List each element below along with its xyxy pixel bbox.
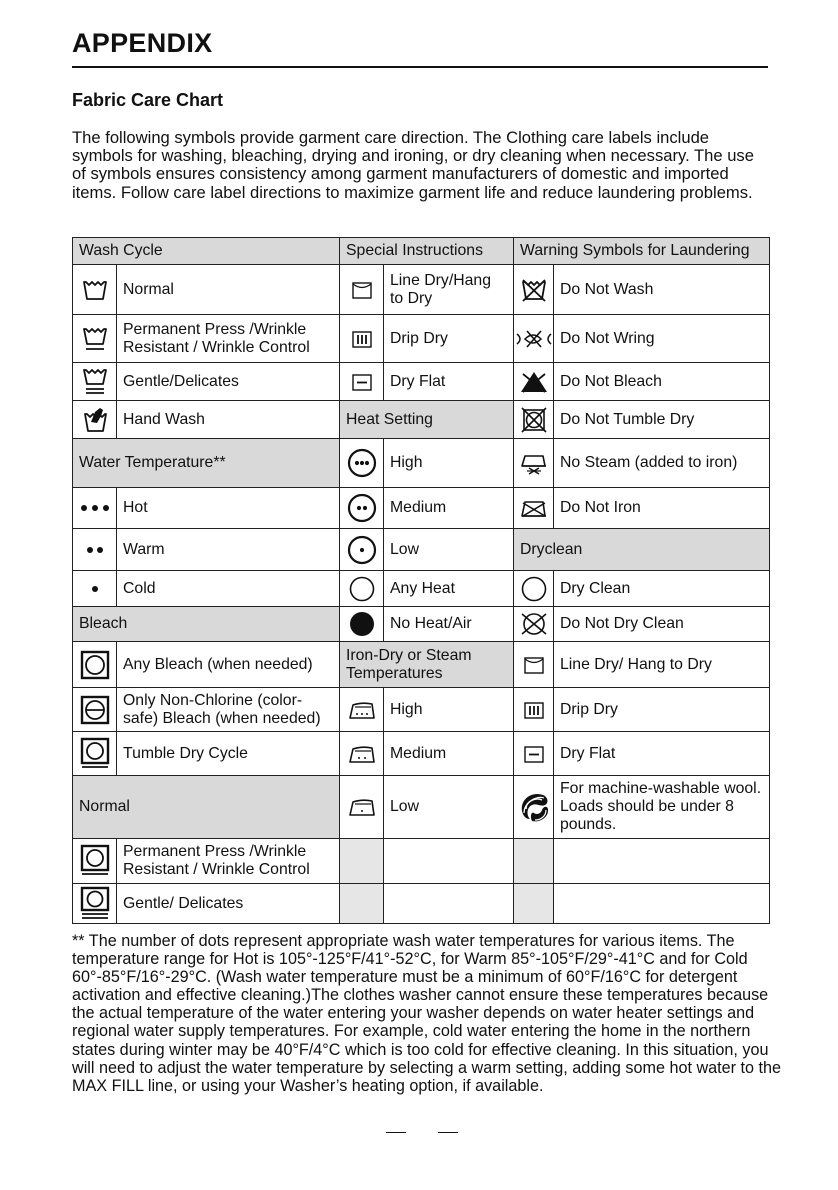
empty-cell: [514, 884, 554, 924]
normal-permanent-press-label: Permanent Press /Wrinkle Resistant / Wrinkle Control: [117, 839, 340, 884]
drip-dry-icon: [340, 315, 384, 363]
any-heat-icon: [340, 571, 384, 607]
wash-normal-label: Normal: [117, 265, 340, 315]
water-temperature-header: Water Temperature**: [73, 439, 340, 488]
tumble-dry-cycle-icon: [73, 732, 117, 776]
drip-dry-dc-label: Drip Dry: [554, 688, 770, 732]
iron-temperatures-header: Iron-Dry or Steam Temperatures: [340, 642, 514, 688]
section-title: Fabric Care Chart: [72, 90, 224, 110]
temperature-footnote: ** The number of dots represent appropriate wash water temperatures for various items. The temperature range for Hot is 105°-125°F/41°-52°C, for Warm 85°-105°F/29°-41°C and for Cold 60°-85°F/16°-29°C. (Wash water temperature must be a minimum of 60°F/16°C for detergent activation and effective cleaning.)The clothes washer cannot ensure these temperatures because the actual temperature of the water entering your washer depends on water heater settings and regional water supply temperatures. For example, cold water entering the home in the northern states during winter may be 40°F/4°C which is too cold for effective cleaning. In this situation, you will need to adjust the water temperature by selecting a warm setting, adding some hot water to the MAX FILL line, or using your Washer’s heating option, if available.: [72, 932, 782, 1095]
do-not-iron-icon: [514, 488, 554, 529]
empty-cell: [514, 839, 554, 884]
iron-low-label: Low: [384, 776, 514, 839]
no-steam-label: No Steam (added to iron): [554, 439, 770, 488]
do-not-tumble-dry-label: Do Not Tumble Dry: [554, 401, 770, 439]
dry-flat-dc-icon: [514, 732, 554, 776]
normal-gentle-label: Gentle/ Delicates: [117, 884, 340, 924]
non-chlorine-bleach-icon: [73, 688, 117, 732]
normal-permanent-press-icon: [73, 839, 117, 884]
no-heat-icon: [340, 607, 384, 642]
no-heat-label: No Heat/Air: [384, 607, 514, 642]
heat-high-label: High: [384, 439, 514, 488]
bleach-header: Bleach: [73, 607, 340, 642]
water-warm-label: Warm: [117, 529, 340, 571]
page-number-dash: [438, 1132, 458, 1133]
water-hot-label: Hot: [117, 488, 340, 529]
wool-mark-icon: [514, 776, 554, 839]
drip-dry-label: Drip Dry: [384, 315, 514, 363]
iron-medium-label: Medium: [384, 732, 514, 776]
heat-setting-header: Heat Setting: [340, 401, 514, 439]
wash-permanent-press-label: Permanent Press /Wrinkle Resistant / Wrinkle Control: [117, 315, 340, 363]
any-bleach-icon: [73, 642, 117, 688]
dryclean-header: Dryclean: [514, 529, 770, 571]
do-not-iron-label: Do Not Iron: [554, 488, 770, 529]
water-cold-icon: [73, 571, 117, 607]
dry-flat-dc-label: Dry Flat: [554, 732, 770, 776]
any-heat-label: Any Heat: [384, 571, 514, 607]
water-warm-icon: [73, 529, 117, 571]
dry-clean-icon: [514, 571, 554, 607]
heat-medium-icon: [340, 488, 384, 529]
page-title: APPENDIX: [72, 28, 213, 58]
header-warning-symbols: Warning Symbols for Laundering: [514, 238, 770, 265]
wash-tub-icon: [73, 265, 117, 315]
non-chlorine-bleach-label: Only Non-Chlorine (color-safe) Bleach (when needed): [117, 688, 340, 732]
dry-flat-label: Dry Flat: [384, 363, 514, 401]
wash-permanent-press-icon: [73, 315, 117, 363]
normal-section-header: Normal: [73, 776, 340, 839]
do-not-wash-icon: [514, 265, 554, 315]
heat-low-label: Low: [384, 529, 514, 571]
do-not-wring-label: Do Not Wring: [554, 315, 770, 363]
empty-cell: [384, 884, 514, 924]
heat-low-icon: [340, 529, 384, 571]
hand-wash-icon: [73, 401, 117, 439]
line-dry-hang-icon: [514, 642, 554, 688]
page-number-dash: [386, 1132, 406, 1133]
dry-flat-icon: [340, 363, 384, 401]
iron-medium-icon: [340, 732, 384, 776]
tumble-dry-cycle-label: Tumble Dry Cycle: [117, 732, 340, 776]
line-dry-icon: [340, 265, 384, 315]
no-steam-icon: [514, 439, 554, 488]
heat-medium-label: Medium: [384, 488, 514, 529]
water-hot-icon: [73, 488, 117, 529]
wash-gentle-icon: [73, 363, 117, 401]
iron-low-icon: [340, 776, 384, 839]
empty-cell: [340, 884, 384, 924]
empty-cell: [554, 839, 770, 884]
heat-high-icon: [340, 439, 384, 488]
normal-gentle-icon: [73, 884, 117, 924]
do-not-bleach-icon: [514, 363, 554, 401]
empty-cell: [384, 839, 514, 884]
empty-cell: [554, 884, 770, 924]
iron-high-icon: [340, 688, 384, 732]
do-not-dry-clean-label: Do Not Dry Clean: [554, 607, 770, 642]
empty-cell: [340, 839, 384, 884]
intro-paragraph: The following symbols provide garment care direction. The Clothing care labels include symbols for washing, bleaching, drying and ironing, or dry cleaning when necessary. The use of symbols ensures consistency among garment manufacturers of domestic and imported items. Follow care label directions to maximize garment life and reduce laundering problems.: [72, 128, 754, 202]
dry-clean-label: Dry Clean: [554, 571, 770, 607]
iron-high-label: High: [384, 688, 514, 732]
title-rule: [72, 66, 768, 68]
water-cold-label: Cold: [117, 571, 340, 607]
hand-wash-label: Hand Wash: [117, 401, 340, 439]
wool-label: For machine-washable wool. Loads should be under 8 pounds.: [554, 776, 770, 839]
do-not-wring-icon: [514, 315, 554, 363]
wash-gentle-label: Gentle/Delicates: [117, 363, 340, 401]
drip-dry-dc-icon: [514, 688, 554, 732]
do-not-tumble-dry-icon: [514, 401, 554, 439]
fabric-care-table: [72, 237, 770, 924]
line-dry-hang-label: Line Dry/ Hang to Dry: [554, 642, 770, 688]
do-not-wash-label: Do Not Wash: [554, 265, 770, 315]
header-wash-cycle: Wash Cycle: [73, 238, 340, 265]
do-not-bleach-label: Do Not Bleach: [554, 363, 770, 401]
do-not-dry-clean-icon: [514, 607, 554, 642]
header-special-instructions: Special Instructions: [340, 238, 514, 265]
line-dry-label: Line Dry/Hang to Dry: [384, 265, 514, 315]
any-bleach-label: Any Bleach (when needed): [117, 642, 340, 688]
